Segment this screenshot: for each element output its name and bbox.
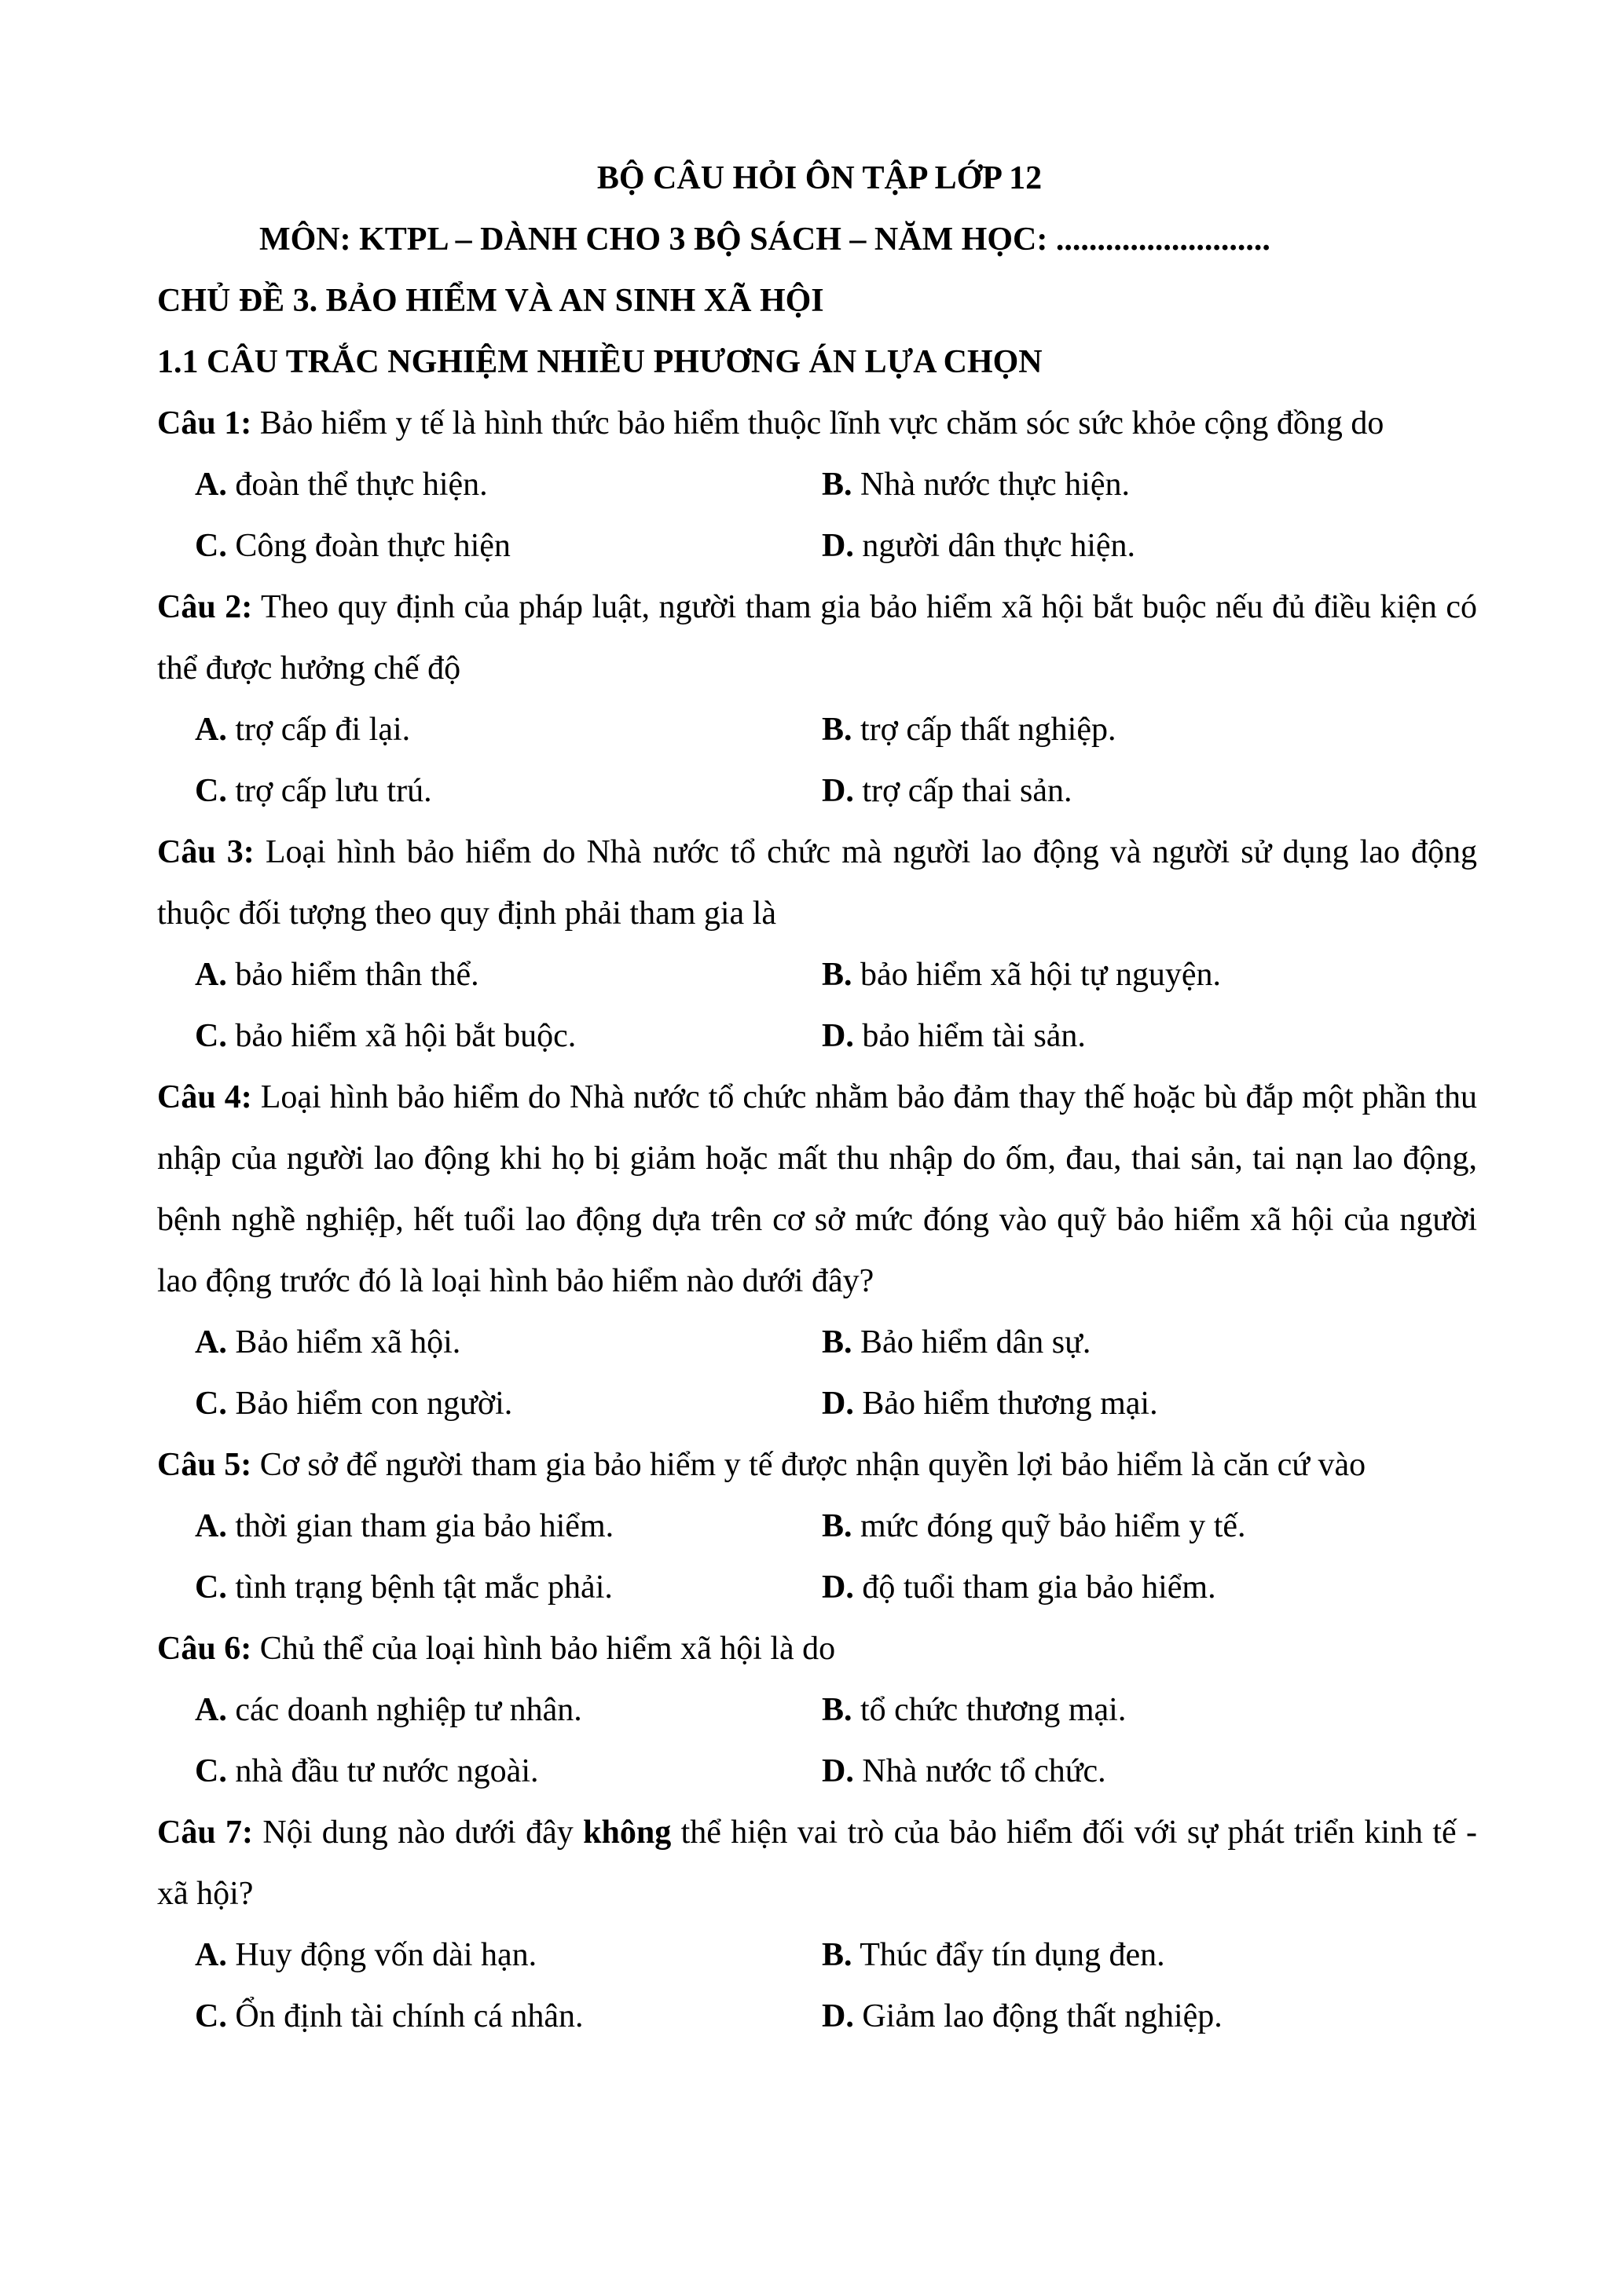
question-block	[157, 1434, 1477, 1618]
document-subtitle: MÔN: KTPL – DÀNH CHO 3 BỘ SÁCH – NĂM HỌC: ..........................	[259, 222, 1270, 258]
option-key: D.	[822, 1018, 854, 1054]
option-key: B.	[822, 1692, 852, 1728]
option-key: C.	[195, 1018, 227, 1054]
question-text	[157, 393, 1477, 454]
question-text	[157, 1434, 1477, 1496]
answer-option	[157, 760, 822, 822]
option-text: tổ chức thương mại.	[852, 1692, 1127, 1728]
option-key: A.	[195, 467, 227, 503]
option-row	[157, 454, 1477, 515]
answer-option	[822, 699, 1477, 760]
option-key: B.	[822, 712, 852, 748]
question-block	[157, 1802, 1477, 2047]
option-text: Công đoàn thực hiện	[226, 528, 511, 564]
option-key: D.	[822, 1386, 854, 1422]
option-row	[157, 1557, 1477, 1618]
option-row	[157, 1496, 1477, 1557]
question-stem: Loại hình bảo hiểm do Nhà nước tổ chức mà người lao động và người sử dụng lao động thuộc đối tượng theo quy định phải tham gia là	[157, 834, 1477, 932]
question-stem: Cơ sở để người tham gia bảo hiểm y tế được nhận quyền lợi bảo hiểm là căn cứ vào	[251, 1447, 1366, 1483]
option-key: B.	[822, 1508, 852, 1544]
question-text	[157, 1067, 1477, 1312]
answer-option	[822, 515, 1477, 577]
question-label: Câu 3:	[157, 834, 255, 870]
option-text: Huy động vốn dài hạn.	[226, 1937, 537, 1973]
option-key: B.	[822, 1937, 852, 1973]
option-text: nhà đầu tư nước ngoài.	[226, 1753, 539, 1789]
option-text: Bảo hiểm dân sự.	[852, 1324, 1091, 1360]
option-key: C.	[195, 1753, 227, 1789]
option-text: Ổn định tài chính cá nhân.	[226, 1998, 584, 2034]
answer-option	[822, 1741, 1477, 1802]
option-key: C.	[195, 1569, 227, 1606]
answer-option	[157, 515, 822, 577]
answer-option	[822, 944, 1477, 1005]
question-text	[157, 1802, 1477, 1924]
question-label: Câu 1:	[157, 405, 252, 441]
option-key: B.	[822, 957, 852, 993]
answer-option	[157, 1005, 822, 1067]
option-text: Bảo hiểm con người.	[226, 1386, 513, 1422]
option-key: D.	[822, 1998, 854, 2034]
option-row	[157, 699, 1477, 760]
option-key: B.	[822, 467, 852, 503]
option-row	[157, 760, 1477, 822]
answer-option	[822, 1924, 1477, 1986]
option-row	[157, 1741, 1477, 1802]
answer-option	[157, 1924, 822, 1986]
option-text: trợ cấp thai sản.	[853, 773, 1072, 809]
question-label: Câu 6:	[157, 1631, 252, 1667]
option-text: Bảo hiểm xã hội.	[226, 1324, 461, 1360]
document-title: BỘ CÂU HỎI ÔN TẬP LỚP 12	[596, 160, 1043, 196]
question-stem: Loại hình bảo hiểm do Nhà nước tổ chức nhằm bảo đảm thay thế hoặc bù đắp một phần thu nhập của người lao động khi họ bị giảm hoặc mất thu nhập do ốm, đau, thai sản, tai nạn lao động, bệnh nghề nghiệp, hết tuổi lao động dựa trên cơ sở mức đóng vào quỹ bảo hiểm xã hội của người lao động trước đó là loại hình bảo hiểm nào dưới đây?	[157, 1079, 1477, 1299]
answer-option	[157, 1679, 822, 1741]
option-text: Thúc đẩy tín dụng đen.	[852, 1937, 1165, 1973]
question-block	[157, 393, 1477, 577]
option-text: mức đóng quỹ bảo hiểm y tế.	[852, 1508, 1246, 1544]
option-text: Nhà nước tổ chức.	[853, 1753, 1106, 1789]
option-text: người dân thực hiện.	[853, 528, 1136, 564]
option-key: C.	[195, 1998, 227, 2034]
answer-option	[822, 454, 1477, 515]
question-stem-end: thể hiện vai trò của bảo hiểm đối với sự phát triển kinh tế - xã hội?	[157, 1814, 1477, 1912]
option-key: A.	[195, 1692, 227, 1728]
option-row	[157, 1312, 1477, 1373]
question-label: Câu 5:	[157, 1447, 252, 1483]
question-block	[157, 1067, 1477, 1434]
question-label: Câu 4:	[157, 1079, 252, 1115]
option-text: độ tuổi tham gia bảo hiểm.	[853, 1569, 1216, 1606]
question-stem: Theo quy định của pháp luật, người tham gia bảo hiểm xã hội bắt buộc nếu đủ điều kiện có thể được hưởng chế độ	[157, 589, 1477, 687]
option-key: D.	[822, 1569, 854, 1606]
option-text: Nhà nước thực hiện.	[852, 467, 1130, 503]
option-key: A.	[195, 957, 227, 993]
option-text: Bảo hiểm thương mại.	[853, 1386, 1158, 1422]
section-heading: 1.1 CÂU TRẮC NGHIỆM NHIỀU PHƯƠNG ÁN LỰA CHỌN	[157, 344, 1043, 380]
answer-option	[822, 1557, 1477, 1618]
question-label: Câu 2:	[157, 589, 253, 625]
question-text	[157, 577, 1477, 699]
option-key: A.	[195, 1508, 227, 1544]
option-key: C.	[195, 1386, 227, 1422]
answer-option	[822, 1312, 1477, 1373]
option-text: trợ cấp lưu trú.	[226, 773, 432, 809]
option-row	[157, 1679, 1477, 1741]
option-key: D.	[822, 528, 854, 564]
question-block	[157, 822, 1477, 1067]
option-row	[157, 515, 1477, 577]
option-key: B.	[822, 1324, 852, 1360]
question-stem: Bảo hiểm y tế là hình thức bảo hiểm thuộc lĩnh vực chăm sóc sức khỏe cộng đồng do	[251, 405, 1384, 441]
option-text: tình trạng bệnh tật mắc phải.	[226, 1569, 613, 1606]
question-list	[157, 393, 1477, 2047]
answer-option	[157, 1373, 822, 1434]
answer-option	[157, 1312, 822, 1373]
answer-option	[822, 760, 1477, 822]
option-row	[157, 1924, 1477, 1986]
answer-option	[822, 1679, 1477, 1741]
question-block	[157, 1618, 1477, 1802]
option-row	[157, 1986, 1477, 2047]
answer-option	[157, 944, 822, 1005]
document-page	[157, 148, 1477, 2047]
option-text: bảo hiểm thân thể.	[226, 957, 479, 993]
question-block	[157, 577, 1477, 822]
option-text: bảo hiểm tài sản.	[853, 1018, 1086, 1054]
question-text	[157, 822, 1477, 944]
option-key: C.	[195, 528, 227, 564]
option-text: trợ cấp thất nghiệp.	[852, 712, 1116, 748]
option-row	[157, 944, 1477, 1005]
option-text: bảo hiểm xã hội tự nguyện.	[852, 957, 1222, 993]
option-text: đoàn thể thực hiện.	[226, 467, 488, 503]
topic-heading: CHỦ ĐỀ 3. BẢO HIỂM VÀ AN SINH XÃ HỘI	[157, 283, 824, 319]
option-row	[157, 1005, 1477, 1067]
answer-option	[157, 1986, 822, 2047]
option-text: trợ cấp đi lại.	[226, 712, 411, 748]
option-row	[157, 1373, 1477, 1434]
option-key: D.	[822, 773, 854, 809]
answer-option	[157, 699, 822, 760]
option-key: C.	[195, 773, 227, 809]
option-key: D.	[822, 1753, 854, 1789]
answer-option	[157, 454, 822, 515]
question-emphasis: không	[583, 1814, 672, 1851]
question-label: Câu 7:	[157, 1814, 254, 1851]
answer-option	[157, 1557, 822, 1618]
option-key: A.	[195, 712, 227, 748]
option-text: các doanh nghiệp tư nhân.	[226, 1692, 582, 1728]
answer-option	[822, 1373, 1477, 1434]
option-text: bảo hiểm xã hội bắt buộc.	[226, 1018, 577, 1054]
answer-option	[157, 1741, 822, 1802]
answer-option	[157, 1496, 822, 1557]
option-key: A.	[195, 1324, 227, 1360]
option-text: Giảm lao động thất nghiệp.	[853, 1998, 1223, 2034]
answer-option	[822, 1496, 1477, 1557]
option-text: thời gian tham gia bảo hiểm.	[226, 1508, 614, 1544]
question-stem: Nội dung nào dưới đây	[253, 1814, 584, 1851]
answer-option	[822, 1986, 1477, 2047]
question-stem: Chủ thể của loại hình bảo hiểm xã hội là do	[251, 1631, 836, 1667]
question-text	[157, 1618, 1477, 1679]
answer-option	[822, 1005, 1477, 1067]
option-key: A.	[195, 1937, 227, 1973]
